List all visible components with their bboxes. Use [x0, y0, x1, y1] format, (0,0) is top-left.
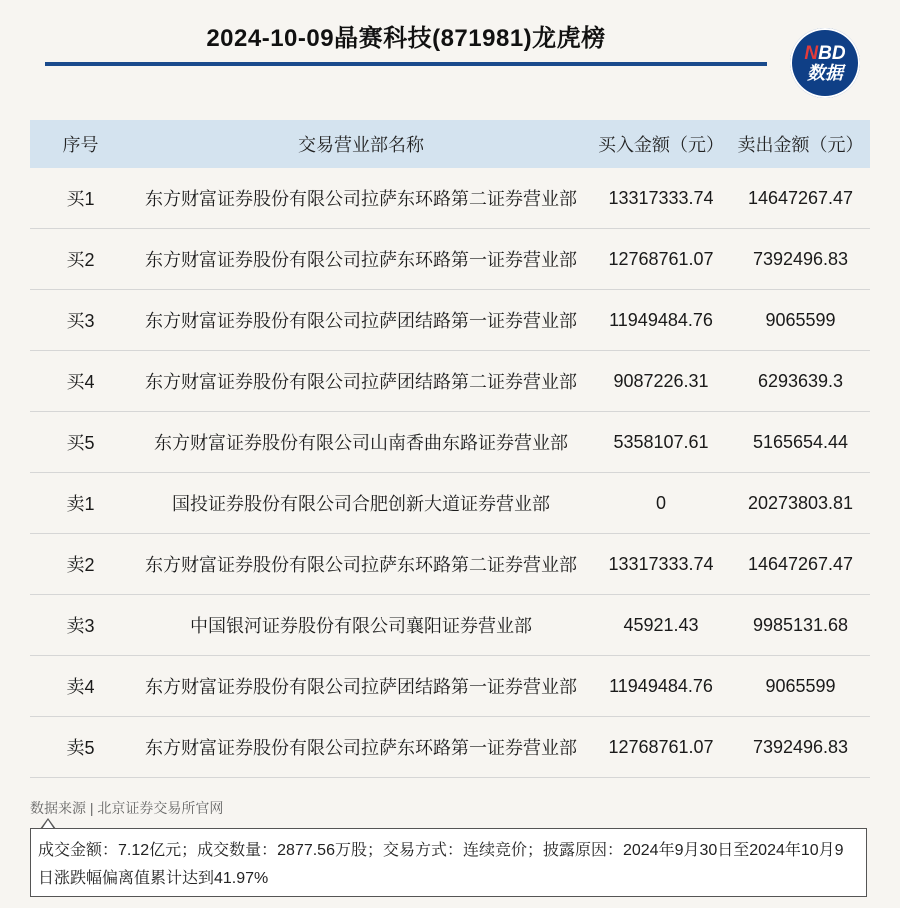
cell-sell-amount: 9065599 [765, 675, 836, 696]
cell-sell-amount: 20273803.81 [747, 492, 854, 513]
cell-branch-name: 东方财富证券股份有限公司拉萨东环路第二证券营业部 [145, 555, 577, 575]
column-header-sell: 卖出金额（元） [737, 135, 864, 155]
cell-rank: 卖4 [66, 677, 95, 697]
cell-branch-name: 东方财富证券股份有限公司山南香曲东路证券营业部 [154, 433, 568, 453]
cell-rank: 卖1 [66, 494, 95, 514]
cell-sell-amount: 6293639.3 [757, 370, 844, 391]
table-row [30, 595, 870, 656]
cell-branch-name: 中国银河证券股份有限公司襄阳证券营业部 [190, 616, 532, 636]
table-row [30, 290, 870, 351]
column-header-branch: 交易营业部名称 [298, 135, 424, 155]
column-header-buy: 买入金额（元） [598, 135, 724, 155]
table-row [30, 229, 870, 290]
cell-branch-name: 国投证券股份有限公司合肥创新大道证券营业部 [172, 494, 550, 514]
cell-sell-amount: 7392496.83 [752, 736, 849, 757]
trade-note: 成交金额：7.12亿元；成交数量：2877.56万股；交易方式：连续竞价；披露原因：2024年9月30日至2024年10月9日涨跌幅偏离值累计达到41.97% [30, 828, 867, 897]
cell-sell-amount: 14647267.47 [747, 187, 854, 208]
cell-buy-amount: 11949484.76 [609, 675, 713, 696]
table-header [30, 120, 870, 168]
cell-rank: 买4 [66, 372, 95, 392]
cell-buy-amount: 5358107.61 [613, 431, 709, 452]
logo-accent-letter: N [804, 43, 819, 64]
cell-buy-amount: 12768761.07 [608, 736, 714, 757]
cell-buy-amount: 0 [655, 492, 666, 513]
cell-buy-amount: 13317333.74 [608, 187, 714, 208]
logo-letters: BD [818, 43, 846, 64]
table-row [30, 412, 870, 473]
logo-text-top [804, 44, 845, 63]
cell-buy-amount: 13317333.74 [608, 553, 714, 574]
cell-rank: 卖2 [66, 555, 95, 575]
table-row [30, 534, 870, 595]
cell-sell-amount: 5165654.44 [752, 431, 849, 452]
cell-branch-name: 东方财富证券股份有限公司拉萨东环路第一证券营业部 [145, 250, 577, 270]
cell-sell-amount: 9985131.68 [752, 614, 849, 635]
cell-branch-name: 东方财富证券股份有限公司拉萨东环路第一证券营业部 [145, 738, 577, 758]
nbd-logo [790, 28, 860, 98]
column-header-rank: 序号 [62, 135, 99, 155]
table-body [30, 168, 870, 778]
cell-sell-amount: 14647267.47 [747, 553, 854, 574]
cell-branch-name: 东方财富证券股份有限公司拉萨团结路第一证券营业部 [145, 311, 577, 331]
data-source: 数据来源 | 北京证券交易所官网 [30, 800, 224, 816]
cell-buy-amount: 9087226.31 [613, 370, 709, 391]
table-row [30, 168, 870, 229]
dragon-tiger-table [30, 120, 870, 778]
page-title: 2024-10-09晶赛科技(871981)龙虎榜 [206, 25, 606, 52]
table-row [30, 473, 870, 534]
cell-sell-amount: 7392496.83 [752, 248, 849, 269]
cell-rank: 买3 [66, 311, 95, 331]
cell-branch-name: 东方财富证券股份有限公司拉萨团结路第二证券营业部 [145, 372, 577, 392]
cell-rank: 买2 [66, 250, 95, 270]
cell-branch-name: 东方财富证券股份有限公司拉萨团结路第一证券营业部 [145, 677, 577, 697]
cell-buy-amount: 12768761.07 [608, 248, 714, 269]
cell-sell-amount: 9065599 [765, 309, 836, 330]
cell-buy-amount: 11949484.76 [609, 309, 713, 330]
cell-branch-name: 东方财富证券股份有限公司拉萨东环路第二证券营业部 [145, 189, 577, 209]
table-row [30, 351, 870, 412]
table-row [30, 717, 870, 778]
cell-rank: 卖3 [66, 616, 95, 636]
cell-rank: 买1 [66, 189, 95, 209]
logo-text-bottom: 数据 [807, 63, 843, 83]
title-underline [45, 62, 767, 66]
cell-rank: 买5 [66, 433, 95, 453]
cell-rank: 卖5 [66, 738, 95, 758]
cell-buy-amount: 45921.43 [623, 614, 699, 635]
table-row [30, 656, 870, 717]
